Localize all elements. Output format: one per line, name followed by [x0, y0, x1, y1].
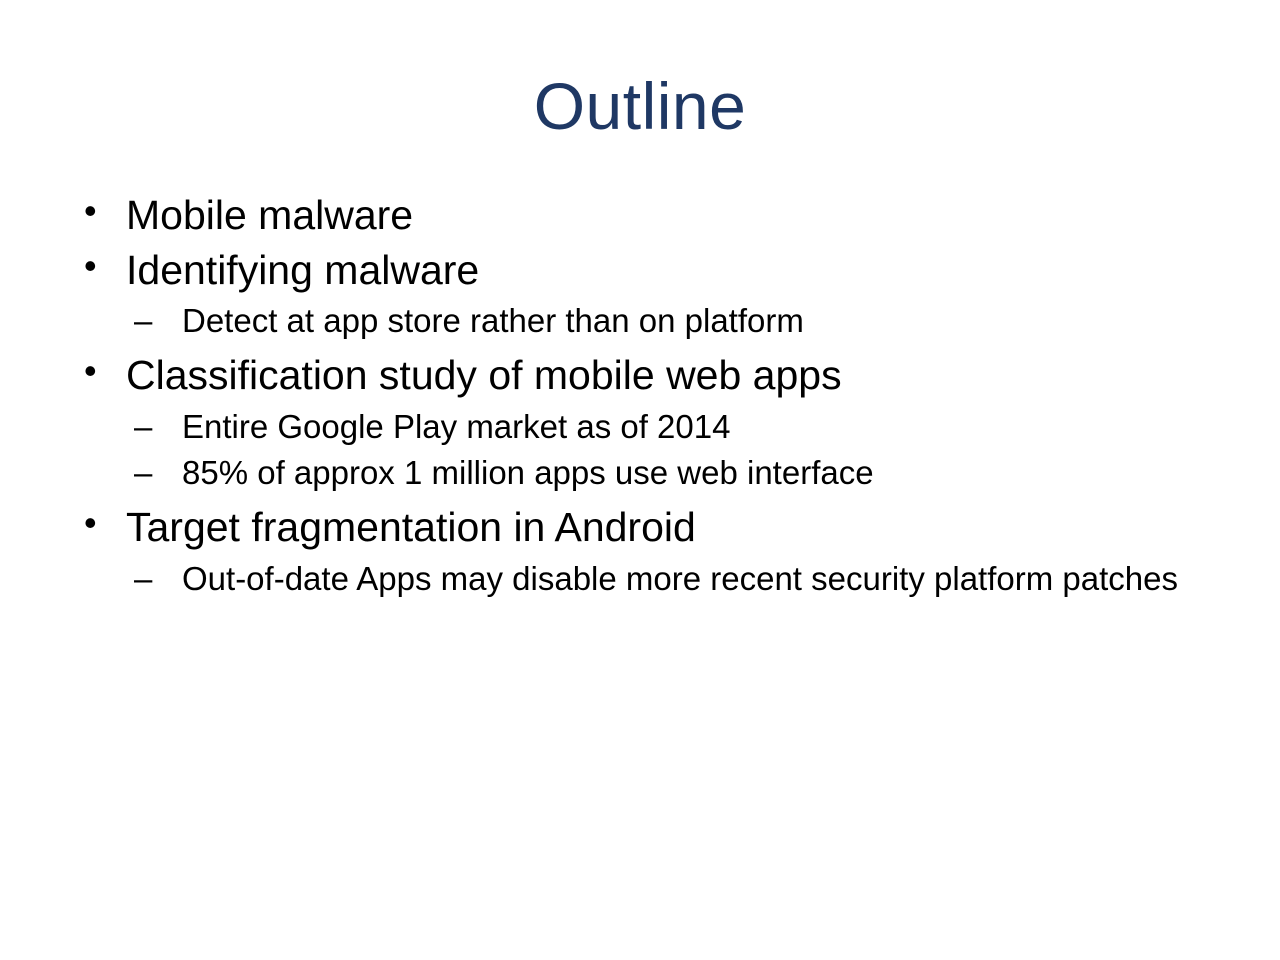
sub-list-item: – Out-of-date Apps may disable more recent security platform patches: [126, 558, 1210, 601]
sub-list-item: – 85% of approx 1 million apps use web interface: [126, 452, 1210, 495]
sub-list: [126, 558, 1210, 601]
bullet-text: • Mobile malware: [126, 192, 414, 239]
list-item: [70, 501, 1210, 600]
sub-list-item: – Detect at app store rather than on platform: [126, 300, 1210, 343]
sub-list: [126, 406, 1210, 496]
list-item: [70, 349, 1210, 495]
list-item: [70, 244, 1210, 343]
outline-list: [70, 189, 1210, 600]
list-item: [70, 189, 1210, 241]
page-title: Outline: [533, 69, 747, 143]
slide-body: [0, 141, 1280, 600]
sub-list-item: – Entire Google Play market as of 2014: [126, 406, 1210, 449]
bullet-text: • Classification study of mobile web apps: [126, 352, 842, 399]
bullet-text: • Target fragmentation in Android: [126, 504, 696, 551]
bullet-text: • Identifying malware: [126, 246, 480, 293]
sub-list: [126, 300, 1210, 343]
